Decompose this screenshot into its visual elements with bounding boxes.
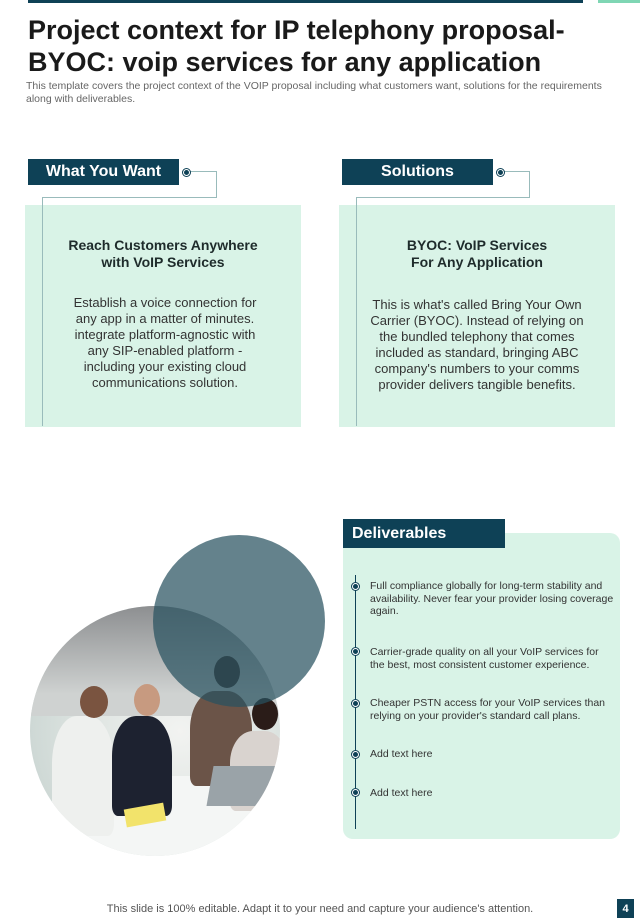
deliverable-item-2: Carrier-grade quality on all your VoIP services for the best, most consistent customer experience. (370, 646, 599, 671)
person-left (52, 716, 114, 836)
solutions-heading (339, 237, 615, 271)
solutions-body: This is what's called Bring Your Own Carrier (BYOC). Instead of relying on the bundled telephony that comes included as standard, bringing ABC company's numbers to your comms provider delivers tangible benefits. (370, 297, 584, 392)
page-subtitle: This template covers the project context of the VOIP proposal including what customers want, solutions for the requirements along with deliverables. (26, 80, 602, 105)
deliverable-item-1: Full compliance globally for long-term stability and availability. Never fear your provider losing coverage again. (370, 580, 614, 617)
top-accent-bar (28, 0, 583, 3)
what-you-want-body: Establish a voice connection for any app in a matter of minutes. integrate platform-agnostic with any SIP-enabled platform - including your existing cloud communications solution. (73, 295, 257, 390)
solutions-connector (500, 171, 530, 198)
solutions-guide-line (356, 198, 357, 426)
deliverable-item-3: Cheaper PSTN access for your VoIP services than relying on your provider's standard call plans. (370, 697, 605, 722)
what-you-want-heading-line2: with VoIP Services (101, 254, 225, 270)
deliverable-item-4: Add text here (370, 748, 433, 760)
what-you-want-panel (25, 205, 301, 427)
what-you-want-dot (183, 169, 190, 176)
person-left-head (80, 686, 108, 718)
what-you-want-label: What You Want (28, 159, 179, 185)
solutions-heading-line1: BYOC: VoIP Services (406, 237, 548, 253)
solutions-dot (497, 169, 504, 176)
what-you-want-guide-line (42, 198, 43, 426)
decorative-teal-circle (153, 535, 325, 707)
solutions-connector-bottom (356, 197, 529, 198)
deliverable-bullet-2 (352, 648, 359, 655)
deliverable-bullet-4 (352, 751, 359, 758)
deliverable-bullet-3 (352, 700, 359, 707)
deliverables-label: Deliverables (343, 519, 505, 548)
page-number: 4 (617, 899, 634, 918)
what-you-want-connector-bottom (42, 197, 216, 198)
laptop (206, 766, 280, 806)
solutions-panel (339, 205, 615, 427)
person-center (112, 716, 172, 816)
deliverable-bullet-5 (352, 789, 359, 796)
page-title: Project context for IP telephony proposal-BYOC: voip services for any application (28, 15, 565, 77)
person-center-head (134, 684, 160, 716)
top-accent-bar-light (598, 0, 640, 3)
solutions-label: Solutions (342, 159, 493, 185)
what-you-want-heading (25, 237, 301, 271)
deliverable-bullet-1 (352, 583, 359, 590)
deliverable-item-5: Add text here (370, 787, 433, 799)
footer-note: This slide is 100% editable. Adapt it to your need and capture your audience's attention. (106, 903, 534, 915)
what-you-want-connector (186, 171, 217, 198)
what-you-want-heading-line1: Reach Customers Anywhere (68, 237, 258, 253)
solutions-heading-line2: For Any Application (411, 254, 543, 270)
